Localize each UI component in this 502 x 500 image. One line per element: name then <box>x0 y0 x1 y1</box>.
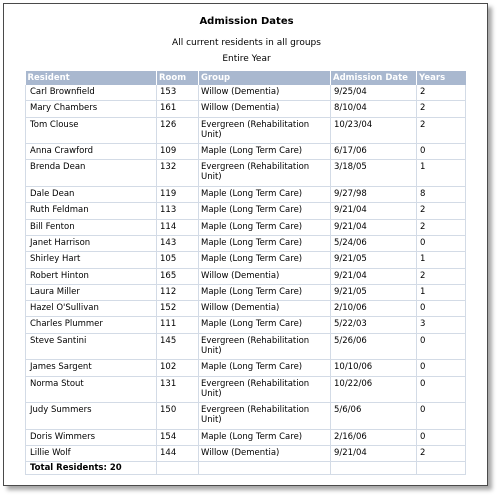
cell-group: Evergreen (Rehabilitation Unit) <box>199 333 331 360</box>
total-empty-cell <box>157 462 199 475</box>
cell-resident: Charles Plummer <box>26 317 157 333</box>
cell-room: 114 <box>157 219 199 235</box>
cell-years: 1 <box>417 284 466 300</box>
cell-group: Maple (Long Term Care) <box>199 429 331 445</box>
table-header-row <box>26 71 466 85</box>
total-residents: Total Residents: 20 <box>26 462 157 475</box>
cell-room: 111 <box>157 317 199 333</box>
table-row <box>26 144 466 160</box>
cell-years: 2 <box>417 117 466 144</box>
cell-admission-date: 6/17/06 <box>331 144 417 160</box>
cell-admission-date: 9/21/05 <box>331 252 417 268</box>
cell-years: 2 <box>417 219 466 235</box>
cell-years: 0 <box>417 235 466 251</box>
cell-room: 145 <box>157 333 199 360</box>
column-header-years: Years <box>417 71 466 85</box>
table-row <box>26 376 466 403</box>
table-row <box>26 187 466 203</box>
table-row <box>26 317 466 333</box>
column-header-admission-date: Admission Date <box>331 71 417 85</box>
cell-group: Evergreen (Rehabilitation Unit) <box>199 160 331 187</box>
cell-resident: Hazel O'Sullivan <box>26 301 157 317</box>
cell-group: Maple (Long Term Care) <box>199 144 331 160</box>
cell-resident: Judy Summers <box>26 403 157 430</box>
cell-resident: Ruth Feldman <box>26 203 157 219</box>
cell-resident: Dale Dean <box>26 187 157 203</box>
cell-admission-date: 9/25/04 <box>331 85 417 101</box>
cell-group: Willow (Dementia) <box>199 301 331 317</box>
cell-room: 144 <box>157 446 199 462</box>
cell-admission-date: 5/6/06 <box>331 403 417 430</box>
cell-years: 0 <box>417 144 466 160</box>
cell-group: Willow (Dementia) <box>199 268 331 284</box>
cell-room: 102 <box>157 360 199 376</box>
admission-table <box>25 71 466 475</box>
cell-group: Maple (Long Term Care) <box>199 203 331 219</box>
cell-years: 3 <box>417 317 466 333</box>
cell-room: 131 <box>157 376 199 403</box>
cell-room: 152 <box>157 301 199 317</box>
cell-admission-date: 10/10/06 <box>331 360 417 376</box>
table-row <box>26 360 466 376</box>
cell-room: 153 <box>157 85 199 101</box>
cell-group: Maple (Long Term Care) <box>199 187 331 203</box>
table-row <box>26 403 466 430</box>
cell-years: 2 <box>417 446 466 462</box>
cell-years: 2 <box>417 203 466 219</box>
cell-years: 0 <box>417 376 466 403</box>
cell-resident: Laura Miller <box>26 284 157 300</box>
table-row <box>26 85 466 101</box>
cell-resident: Janet Harrison <box>26 235 157 251</box>
column-header-room: Room <box>157 71 199 85</box>
column-header-resident: Resident <box>26 71 157 85</box>
cell-room: 154 <box>157 429 199 445</box>
total-empty-cell <box>417 462 466 475</box>
cell-admission-date: 9/21/04 <box>331 268 417 284</box>
table-row <box>26 235 466 251</box>
cell-resident: Mary Chambers <box>26 101 157 117</box>
table-row <box>26 268 466 284</box>
cell-admission-date: 9/21/04 <box>331 219 417 235</box>
cell-admission-date: 2/10/06 <box>331 301 417 317</box>
cell-admission-date: 8/10/04 <box>331 101 417 117</box>
cell-room: 119 <box>157 187 199 203</box>
cell-resident: Bill Fenton <box>26 219 157 235</box>
table-row <box>26 160 466 187</box>
cell-room: 113 <box>157 203 199 219</box>
cell-room: 143 <box>157 235 199 251</box>
table-body <box>26 85 466 462</box>
cell-admission-date: 5/24/06 <box>331 235 417 251</box>
report-title: Admission Dates <box>199 16 294 27</box>
total-empty-cell <box>331 462 417 475</box>
cell-admission-date: 9/27/98 <box>331 187 417 203</box>
total-empty-cell <box>199 462 331 475</box>
cell-group: Maple (Long Term Care) <box>199 219 331 235</box>
cell-resident: James Sargent <box>26 360 157 376</box>
cell-resident: Shirley Hart <box>26 252 157 268</box>
table-row <box>26 446 466 462</box>
cell-admission-date: 10/22/06 <box>331 376 417 403</box>
cell-resident: Anna Crawford <box>26 144 157 160</box>
cell-resident: Robert Hinton <box>26 268 157 284</box>
cell-years: 0 <box>417 360 466 376</box>
cell-room: 161 <box>157 101 199 117</box>
cell-resident: Tom Clouse <box>26 117 157 144</box>
table-row <box>26 252 466 268</box>
cell-admission-date: 9/21/04 <box>331 446 417 462</box>
table-row <box>26 333 466 360</box>
cell-group: Willow (Dementia) <box>199 101 331 117</box>
cell-resident: Steve Santini <box>26 333 157 360</box>
table-row <box>26 101 466 117</box>
cell-room: 165 <box>157 268 199 284</box>
table-row <box>26 203 466 219</box>
cell-admission-date: 9/21/04 <box>331 203 417 219</box>
table-row <box>26 284 466 300</box>
cell-years: 0 <box>417 403 466 430</box>
cell-room: 132 <box>157 160 199 187</box>
cell-admission-date: 5/26/06 <box>331 333 417 360</box>
cell-admission-date: 10/23/04 <box>331 117 417 144</box>
cell-admission-date: 5/22/03 <box>331 317 417 333</box>
cell-years: 0 <box>417 333 466 360</box>
cell-room: 109 <box>157 144 199 160</box>
cell-years: 2 <box>417 268 466 284</box>
report-period: Entire Year <box>222 54 271 64</box>
cell-room: 105 <box>157 252 199 268</box>
cell-room: 126 <box>157 117 199 144</box>
table-row <box>26 301 466 317</box>
cell-group: Maple (Long Term Care) <box>199 235 331 251</box>
cell-years: 8 <box>417 187 466 203</box>
table-row <box>26 219 466 235</box>
cell-admission-date: 3/18/05 <box>331 160 417 187</box>
cell-group: Evergreen (Rehabilitation Unit) <box>199 403 331 430</box>
cell-group: Maple (Long Term Care) <box>199 284 331 300</box>
cell-resident: Carl Brownfield <box>26 85 157 101</box>
cell-years: 0 <box>417 301 466 317</box>
column-header-group: Group <box>199 71 331 85</box>
report-subtitle: All current residents in all groups <box>172 38 321 48</box>
cell-room: 150 <box>157 403 199 430</box>
cell-room: 112 <box>157 284 199 300</box>
cell-years: 2 <box>417 101 466 117</box>
cell-resident: Norma Stout <box>26 376 157 403</box>
cell-resident: Lillie Wolf <box>26 446 157 462</box>
cell-years: 0 <box>417 429 466 445</box>
cell-years: 1 <box>417 252 466 268</box>
cell-group: Maple (Long Term Care) <box>199 252 331 268</box>
cell-group: Evergreen (Rehabilitation Unit) <box>199 117 331 144</box>
report-page <box>3 3 488 486</box>
cell-resident: Doris Wimmers <box>26 429 157 445</box>
cell-group: Maple (Long Term Care) <box>199 317 331 333</box>
cell-years: 1 <box>417 160 466 187</box>
cell-admission-date: 2/16/06 <box>331 429 417 445</box>
cell-group: Willow (Dementia) <box>199 446 331 462</box>
table-row <box>26 117 466 144</box>
total-row <box>26 462 466 475</box>
cell-group: Willow (Dementia) <box>199 85 331 101</box>
table-row <box>26 429 466 445</box>
cell-group: Evergreen (Rehabilitation Unit) <box>199 376 331 403</box>
cell-admission-date: 9/21/05 <box>331 284 417 300</box>
cell-years: 2 <box>417 85 466 101</box>
cell-group: Maple (Long Term Care) <box>199 360 331 376</box>
cell-resident: Brenda Dean <box>26 160 157 187</box>
